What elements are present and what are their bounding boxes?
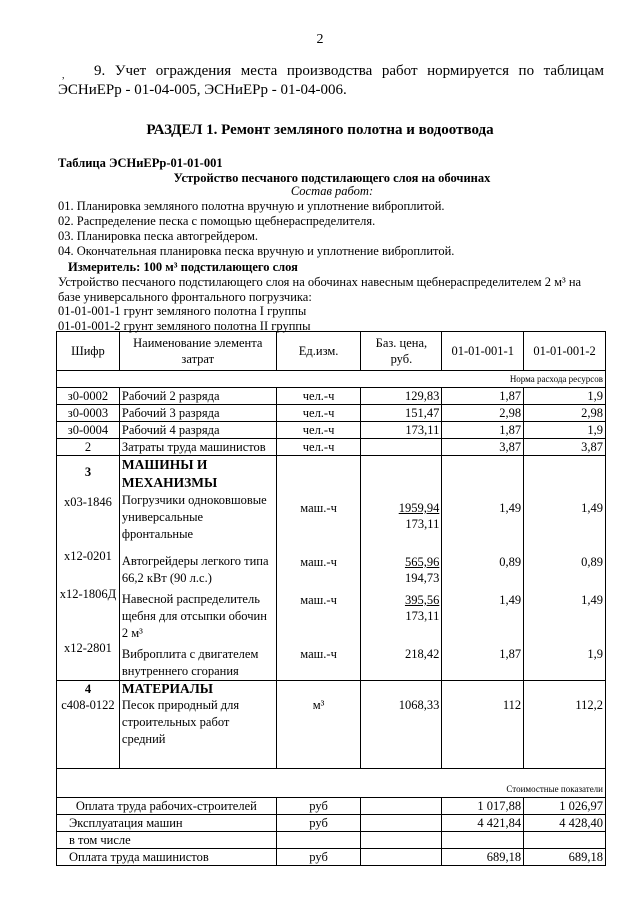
header-code: Шифр	[57, 332, 120, 371]
cell-unit: чел.-ч	[276, 439, 361, 456]
cost-v2: 1 026,97	[524, 798, 606, 815]
operations-list	[58, 199, 606, 259]
cost-name: в том числе	[57, 832, 277, 849]
cell-v2: 112,2	[575, 698, 603, 712]
cell-v2: 1,9	[524, 422, 606, 439]
cell-v2: 0,89	[581, 555, 603, 569]
cell-v1: 1,87	[442, 388, 524, 405]
cost-label: Стоимостные показатели	[57, 769, 606, 798]
cell-name: Виброплита с двигателем внутреннего сгорания	[121, 647, 259, 678]
group-code: 4	[84, 682, 92, 696]
cell-v2: 3,87	[524, 439, 606, 456]
meter: Измеритель: 100 м³ подстилающего слоя	[68, 260, 298, 274]
table-header-row	[57, 332, 606, 371]
cost-row	[57, 798, 606, 815]
group-name: МАШИНЫ И МЕХАНИЗМЫ	[121, 457, 218, 490]
cost-v2: 689,18	[524, 849, 606, 866]
cost-unit: руб	[276, 798, 361, 815]
cost-unit: руб	[276, 815, 361, 832]
cell-v1: 3,87	[442, 439, 524, 456]
description: Устройство песчаного подстилающего слоя на обочинах навесным щебнераспределителем 2 м³ на базе универсального фронтального погрузчика:	[58, 275, 582, 304]
cell-code: з0-0003	[57, 405, 120, 422]
cell-name: Навесной распределитель щебня для отсыпки обочин 2 м³	[121, 592, 267, 640]
cell-unit: маш.-ч	[300, 501, 337, 515]
group-name: МАТЕРИАЛЫ	[121, 681, 214, 696]
cell-unit: маш.-ч	[300, 593, 337, 607]
operation-item: 01. Планировка земляного полотна вручную и уплотнение виброплитой.	[58, 199, 445, 213]
norm-table	[56, 331, 606, 866]
cell-price	[361, 439, 442, 456]
cell-name: Песок природный для строительных работ средний	[121, 698, 240, 746]
group-code: 3	[84, 465, 92, 479]
table-row	[57, 439, 606, 456]
cell-code: с408-0122	[61, 698, 115, 712]
cell-name: Рабочий 2 разряда	[119, 388, 276, 405]
cell-v1: 1,49	[499, 593, 522, 607]
cell-price: 218,42	[404, 647, 440, 661]
cost-row	[57, 849, 606, 866]
cell-v2: 1,9	[587, 647, 603, 661]
cell-code: 2	[57, 439, 120, 456]
intro-text: 9. Учет ограждения места производства работ нормируется по таблицам ЭСНиЕРр - 01-04-005, ЭСНиЕРр - 01-04-006.	[58, 63, 604, 98]
variants-list	[58, 304, 606, 334]
cell-v2: 1,9	[524, 388, 606, 405]
materials-section	[57, 681, 606, 769]
table-title: Устройство песчаного подстилающего слоя на обочинах	[173, 171, 491, 185]
cell-price-secondary: 173,11	[405, 609, 440, 623]
cell-unit: чел.-ч	[276, 422, 361, 439]
intro-paragraph	[58, 62, 604, 100]
cost-v2: 4 428,40	[524, 815, 606, 832]
cell-price: 565,96	[404, 555, 440, 569]
cell-unit: чел.-ч	[276, 388, 361, 405]
cell-price: 151,47	[361, 405, 442, 422]
header-variant-1: 01-01-001-1	[442, 332, 524, 371]
table-code: Таблица ЭСНиЕРр-01-01-001	[58, 156, 223, 170]
cell-name: Погрузчики одноковшовые универсальные фронтальные	[121, 493, 267, 541]
norm-label: Норма расхода ресурсов	[57, 371, 606, 388]
cell-price: 1068,33	[398, 698, 440, 712]
machines-section	[57, 456, 606, 681]
variant-item: 01-01-001-1 грунт земляного полотна I группы	[58, 304, 307, 318]
cost-name: Эксплуатация машин	[57, 815, 277, 832]
cell-unit: маш.-ч	[300, 555, 337, 569]
header-variant-2: 01-01-001-2	[524, 332, 606, 371]
cell-v2: 1,49	[581, 501, 603, 515]
cell-name: Рабочий 4 разряда	[119, 422, 276, 439]
header-price: Баз. цена, руб.	[361, 332, 442, 371]
cell-unit: м³	[312, 698, 325, 712]
cell-code: з0-0004	[57, 422, 120, 439]
cell-code: х03-1846	[63, 495, 112, 509]
cell-price-secondary: 173,11	[405, 517, 440, 531]
cell-unit: чел.-ч	[276, 405, 361, 422]
table-row	[57, 405, 606, 422]
cell-v1: 1,87	[499, 647, 522, 661]
cell-v1: 112	[502, 698, 522, 712]
cost-name: Оплата труда машинистов	[57, 849, 277, 866]
cell-v2: 2,98	[524, 405, 606, 422]
cell-name: Рабочий 3 разряда	[119, 405, 276, 422]
cell-v1: 2,98	[442, 405, 524, 422]
cell-code: х12-0201	[63, 549, 112, 563]
table-row	[57, 422, 606, 439]
cell-v2: 1,49	[581, 593, 603, 607]
cost-row	[57, 815, 606, 832]
scan-mark: ,	[62, 70, 65, 81]
cell-code: з0-0002	[57, 388, 120, 405]
variant-item: 01-01-001-2 грунт земляного полотна II группы	[58, 319, 311, 333]
cell-price-secondary: 194,73	[404, 571, 440, 585]
cost-v1: 1 017,88	[442, 798, 524, 815]
cell-code: х12-1806Д	[59, 587, 117, 601]
table-row	[57, 388, 606, 405]
operation-item: 04. Окончательная планировка песка вручную и уплотнение виброплитой.	[58, 244, 455, 258]
page-number: 2	[316, 32, 324, 47]
cost-v1: 689,18	[442, 849, 524, 866]
cost-v1: 4 421,84	[442, 815, 524, 832]
cell-price: 1959,94	[398, 501, 440, 515]
operation-item: 03. Планировка песка автогрейдером.	[58, 229, 259, 243]
cost-unit: руб	[276, 849, 361, 866]
cost-row	[57, 832, 606, 849]
section-title: РАЗДЕЛ 1. Ремонт земляного полотна и водоотвода	[146, 122, 494, 138]
cell-price: 395,56	[404, 593, 440, 607]
cell-v1: 1,87	[442, 422, 524, 439]
header-unit: Ед.изм.	[276, 332, 361, 371]
cell-v1: 1,49	[499, 501, 522, 515]
header-name: Наименование элемента затрат	[119, 332, 276, 371]
cell-name: Затраты труда машинистов	[119, 439, 276, 456]
cell-name: Автогрейдеры легкого типа 66,2 кВт (90 л.с.)	[121, 554, 269, 585]
cell-v1: 0,89	[499, 555, 522, 569]
cell-unit: маш.-ч	[300, 647, 337, 661]
cell-code: х12-2801	[63, 641, 112, 655]
cost-name: Оплата труда рабочих-строителей	[57, 798, 277, 815]
cell-price: 173,11	[361, 422, 442, 439]
operation-item: 02. Распределение песка с помощью щебнераспределителя.	[58, 214, 376, 228]
cell-price: 129,83	[361, 388, 442, 405]
composition-heading: Состав работ:	[290, 184, 374, 198]
